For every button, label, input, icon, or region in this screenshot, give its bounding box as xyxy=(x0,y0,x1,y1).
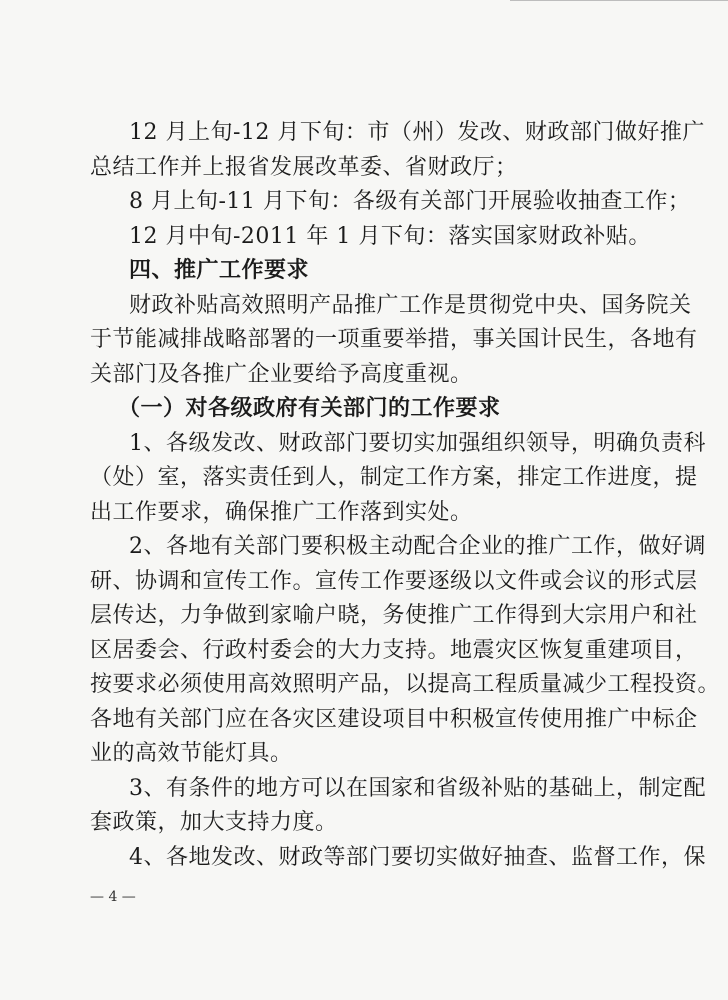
text-line-16: 区居委会、行政村委会的大力支持。地震灾区恢复重建项目， xyxy=(90,637,698,663)
text-line-17: 按要求必须使用高效照明产品，以提高工程质量减少工程投资。 xyxy=(90,672,721,697)
text-line-22: 4、各地发改、财政等部门要切实做好抽查、监督工作，保 xyxy=(129,844,706,870)
text-line-10: 1、各级发改、财政部门要切实加强组织领导，明确负责科 xyxy=(129,430,706,456)
text-line-18: 各地有关部门应在各灾区建设项目中积极宣传使用推广中标企 xyxy=(90,706,698,732)
text-line-2: 总结工作并上报省发展改革委、省财政厅； xyxy=(90,154,518,180)
text-line-19: 业的高效节能灯具。 xyxy=(90,741,293,766)
subsection-heading: （一）对各级政府有关部门的工作要求 xyxy=(118,396,501,421)
page-number: — 4 — xyxy=(90,889,136,905)
text-line-6: 财政补贴高效照明产品推广工作是贯彻党中央、国务院关 xyxy=(129,292,692,318)
scan-edge-line xyxy=(510,0,728,13)
text-line-8: 关部门及各推广企业要给予高度重视。 xyxy=(90,361,473,387)
text-line-7: 于节能减排战略部署的一项重要举措，事关国计民生，各地有 xyxy=(90,327,698,352)
text-line-3: 8 月上旬-11 月下旬：各级有关部门开展验收抽查工作； xyxy=(129,189,691,214)
text-line-13: 2、各地有关部门要积极主动配合企业的推广工作，做好调 xyxy=(129,534,706,559)
text-line-1: 12 月上旬-12 月下旬：市（州）发改、财政部门做好推广 xyxy=(129,120,705,145)
text-line-12: 出工作要求，确保推广工作落到实处。 xyxy=(90,499,473,525)
text-line-14: 研、协调和宣传工作。宣传工作要逐级以文件或会议的形式层 xyxy=(90,568,698,594)
text-line-11: （处）室，落实责任到人，制定工作方案，排定工作进度，提 xyxy=(90,465,698,490)
text-line-15: 层传达，力争做到家喻户晓，务使推广工作得到大宗用户和社 xyxy=(90,603,698,628)
text-line-21: 套政策，加大支持力度。 xyxy=(90,810,338,835)
section-heading: 四、推广工作要求 xyxy=(129,258,310,283)
text-line-4: 12 月中旬-2011 年 1 月下旬：落实国家财政补贴。 xyxy=(129,223,651,249)
text-line-20: 3、有条件的地方可以在国家和省级补贴的基础上，制定配 xyxy=(129,775,706,801)
